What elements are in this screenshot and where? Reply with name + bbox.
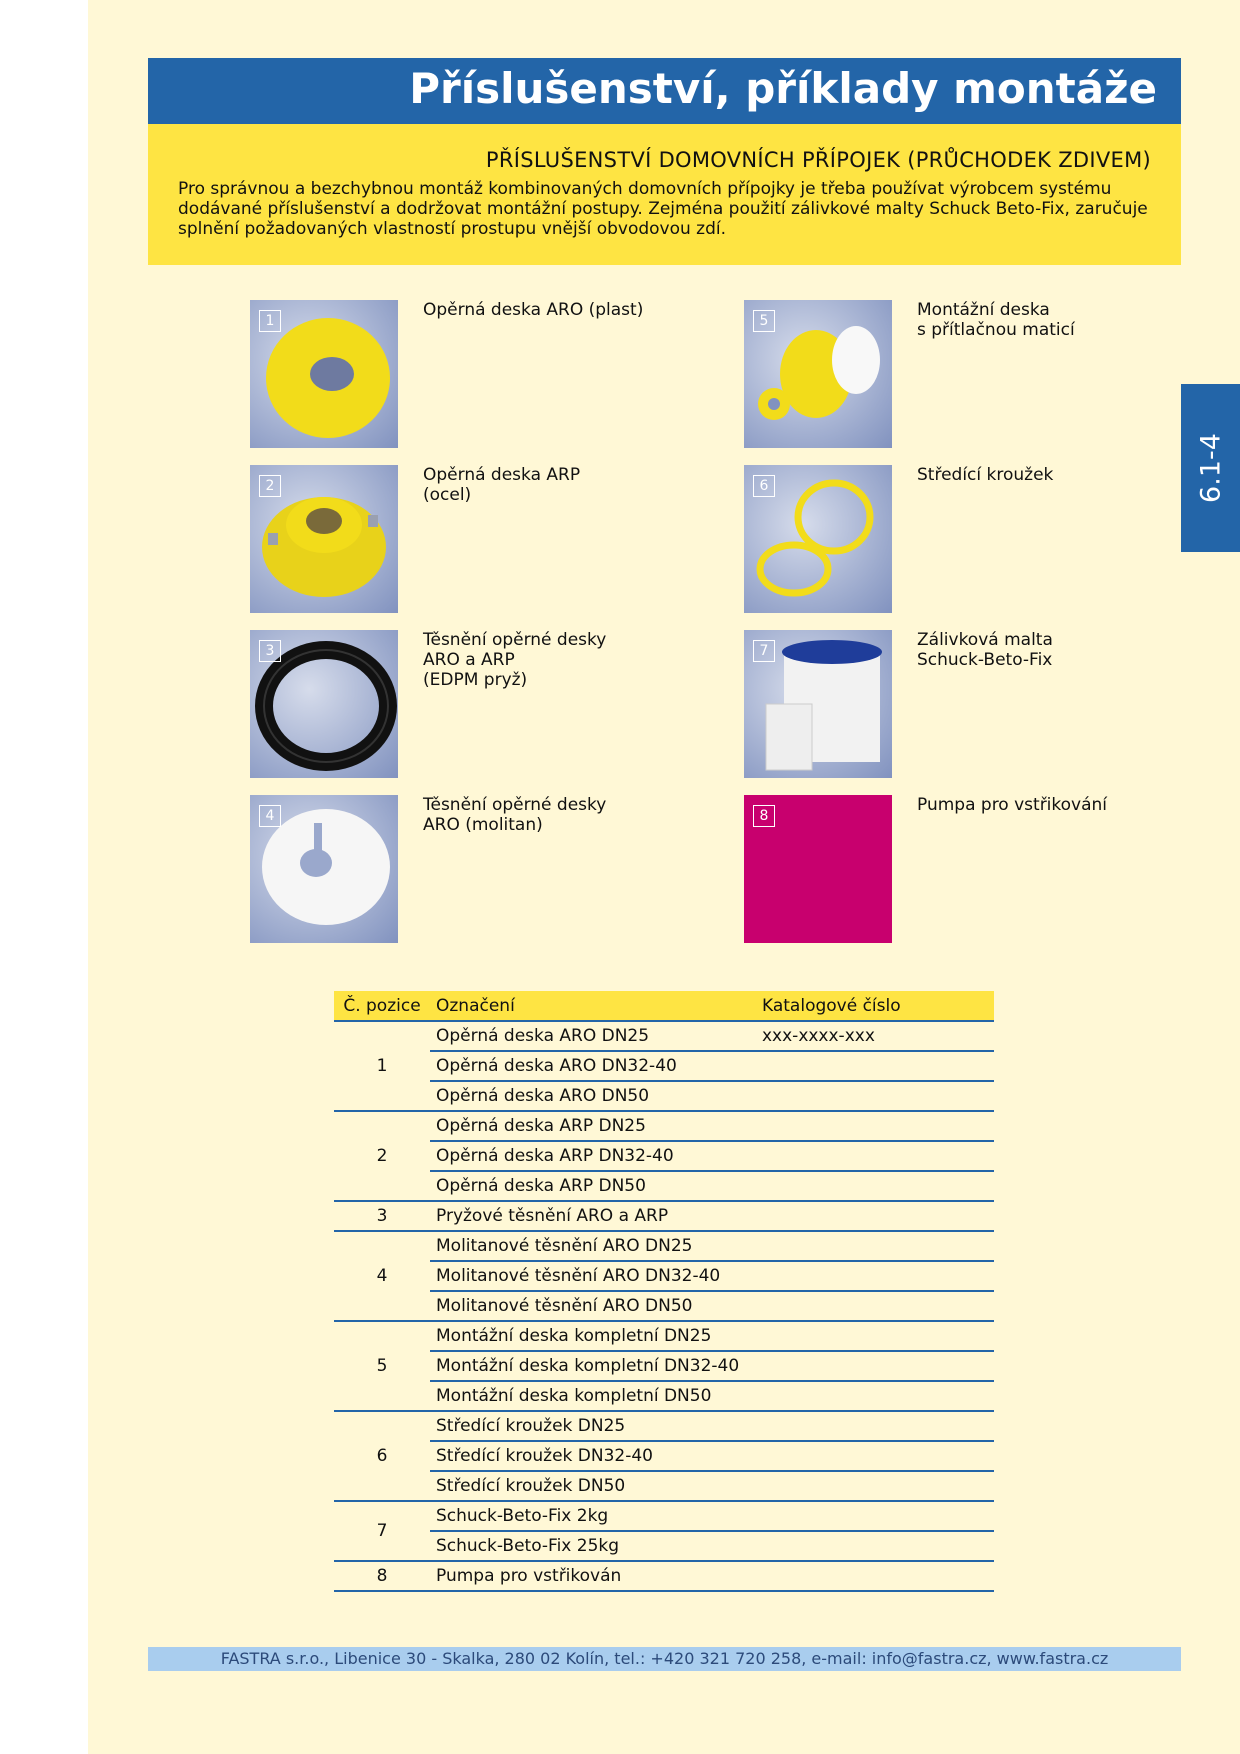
accessory-item-7 [744, 630, 1204, 780]
item-label: Středící kroužek [917, 465, 1054, 485]
table-body [334, 1021, 994, 1591]
cell-designation: Montážní deska kompletní DN25 [430, 1321, 756, 1351]
cell-catalog-number [756, 1501, 994, 1531]
cell-designation: Středící kroužek DN32-40 [430, 1441, 756, 1471]
item-number: 7 [753, 640, 775, 662]
accessory-item-3 [250, 630, 710, 780]
header-catalog-number: Katalogové číslo [756, 991, 994, 1021]
cell-catalog-number [756, 1291, 994, 1321]
page-title: Příslušenství, příklady montáže [409, 64, 1157, 113]
arp-steel-plate-image [250, 465, 398, 613]
cell-catalog-number [756, 1411, 994, 1441]
cell-catalog-number [756, 1171, 994, 1201]
table-row [334, 1321, 994, 1351]
item-number: 8 [753, 805, 775, 827]
table-row [334, 1561, 994, 1591]
table-row [334, 1531, 994, 1561]
header-designation: Označení [430, 991, 756, 1021]
intro-text: Pro správnou a bezchybnou montáž kombinovaných domovních přípojky je třeba používat výrobcem systému dodávané příslušenství a dodržovat montážní postupy. Zejména použití zálivkové malty Schuck Beto-Fix, zaručuje splnění požadovaných vlastností prostupu vnější obvodovou zdí. [178, 179, 1148, 239]
item-label: Těsnění opěrné desky ARO (molitan) [423, 795, 607, 835]
catalog-table [334, 991, 994, 1592]
cell-catalog-number: xxx-xxxx-xxx [756, 1021, 994, 1051]
cell-designation: Opěrná deska ARP DN25 [430, 1111, 756, 1141]
cell-catalog-number [756, 1141, 994, 1171]
accessory-item-1 [250, 300, 710, 450]
cell-designation: Opěrná deska ARO DN32-40 [430, 1051, 756, 1081]
item-number: 3 [259, 640, 281, 662]
cell-designation: Pumpa pro vstřikován [430, 1561, 756, 1591]
cell-designation: Schuck-Beto-Fix 25kg [430, 1531, 756, 1561]
cell-catalog-number [756, 1441, 994, 1471]
footer-contact: FASTRA s.r.o., Libenice 30 - Skalka, 280 02 Kolín, tel.: +420 321 720 258, e-mail: info@fastra.cz, www.fastra.cz [148, 1647, 1181, 1671]
table-row [334, 1111, 994, 1141]
cell-catalog-number [756, 1231, 994, 1261]
item-label: Pumpa pro vstřikování [917, 795, 1108, 815]
cell-designation: Molitanové těsnění ARO DN25 [430, 1231, 756, 1261]
item-label: Opěrná deska ARO (plast) [423, 300, 644, 320]
aro-plastic-plate-image [250, 300, 398, 448]
cell-designation: Opěrná deska ARO DN50 [430, 1081, 756, 1111]
cell-catalog-number [756, 1111, 994, 1141]
cell-catalog-number [756, 1381, 994, 1411]
centering-ring-image [744, 465, 892, 613]
accessory-item-8 [744, 795, 1204, 945]
cell-position: 8 [334, 1561, 430, 1591]
cell-designation: Středící kroužek DN25 [430, 1411, 756, 1441]
cell-catalog-number [756, 1531, 994, 1561]
cell-designation: Montážní deska kompletní DN50 [430, 1381, 756, 1411]
table-row [334, 1501, 994, 1531]
rubber-seal-image [250, 630, 398, 778]
cell-designation: Opěrná deska ARP DN50 [430, 1171, 756, 1201]
cell-position: 7 [334, 1501, 430, 1561]
table-header-row [334, 991, 994, 1021]
table-row [334, 1471, 994, 1501]
cell-designation: Schuck-Beto-Fix 2kg [430, 1501, 756, 1531]
mounting-plate-image [744, 300, 892, 448]
table-row [334, 1171, 994, 1201]
intro-box [148, 124, 1181, 265]
cell-position: 3 [334, 1201, 430, 1231]
cell-designation: Montážní deska kompletní DN32-40 [430, 1351, 756, 1381]
cell-catalog-number [756, 1051, 994, 1081]
table-row [334, 1441, 994, 1471]
table-row [334, 1291, 994, 1321]
accessory-item-2 [250, 465, 710, 615]
cell-catalog-number [756, 1201, 994, 1231]
table-row [334, 1351, 994, 1381]
accessory-item-4 [250, 795, 710, 945]
item-label: Těsnění opěrné desky ARO a ARP (EDPM pryž) [423, 630, 607, 690]
table-row [334, 1051, 994, 1081]
table-row [334, 1201, 994, 1231]
item-label: Opěrná deska ARP (ocel) [423, 465, 581, 505]
cell-position: 2 [334, 1111, 430, 1201]
cell-designation: Opěrná deska ARP DN32-40 [430, 1141, 756, 1171]
cell-position: 6 [334, 1411, 430, 1501]
cell-position: 4 [334, 1231, 430, 1321]
title-bar [148, 58, 1181, 124]
table-row [334, 1381, 994, 1411]
cell-catalog-number [756, 1351, 994, 1381]
accessory-item-5 [744, 300, 1204, 450]
item-number: 5 [753, 310, 775, 332]
table-row [334, 1231, 994, 1261]
cell-designation: Středící kroužek DN50 [430, 1471, 756, 1501]
cell-catalog-number [756, 1471, 994, 1501]
table-row [334, 1021, 994, 1051]
cell-designation: Opěrná deska ARO DN25 [430, 1021, 756, 1051]
item-label: Zálivková malta Schuck-Beto-Fix [917, 630, 1053, 670]
table-row [334, 1411, 994, 1441]
pump-placeholder-image [744, 795, 892, 943]
table-row [334, 1081, 994, 1111]
item-label: Montážní deska s přítlačnou maticí [917, 300, 1075, 340]
cell-catalog-number [756, 1321, 994, 1351]
cell-designation: Molitanové těsnění ARO DN50 [430, 1291, 756, 1321]
cell-catalog-number [756, 1561, 994, 1591]
table-row [334, 1261, 994, 1291]
cell-catalog-number [756, 1081, 994, 1111]
item-number: 4 [259, 805, 281, 827]
header-position: Č. pozice [334, 991, 430, 1021]
item-number: 1 [259, 310, 281, 332]
cell-catalog-number [756, 1261, 994, 1291]
item-number: 6 [753, 475, 775, 497]
foam-seal-image [250, 795, 398, 943]
cell-designation: Pryžové těsnění ARO a ARP [430, 1201, 756, 1231]
grout-bucket-image [744, 630, 892, 778]
cell-position: 1 [334, 1021, 430, 1111]
section-number: 6.1-4 [1195, 433, 1226, 503]
cell-designation: Molitanové těsnění ARO DN32-40 [430, 1261, 756, 1291]
item-number: 2 [259, 475, 281, 497]
intro-heading: PŘÍSLUŠENSTVÍ DOMOVNÍCH PŘÍPOJEK (PRŮCHODEK ZDIVEM) [485, 148, 1151, 172]
table-row [334, 1141, 994, 1171]
accessory-item-6 [744, 465, 1204, 615]
cell-position: 5 [334, 1321, 430, 1411]
